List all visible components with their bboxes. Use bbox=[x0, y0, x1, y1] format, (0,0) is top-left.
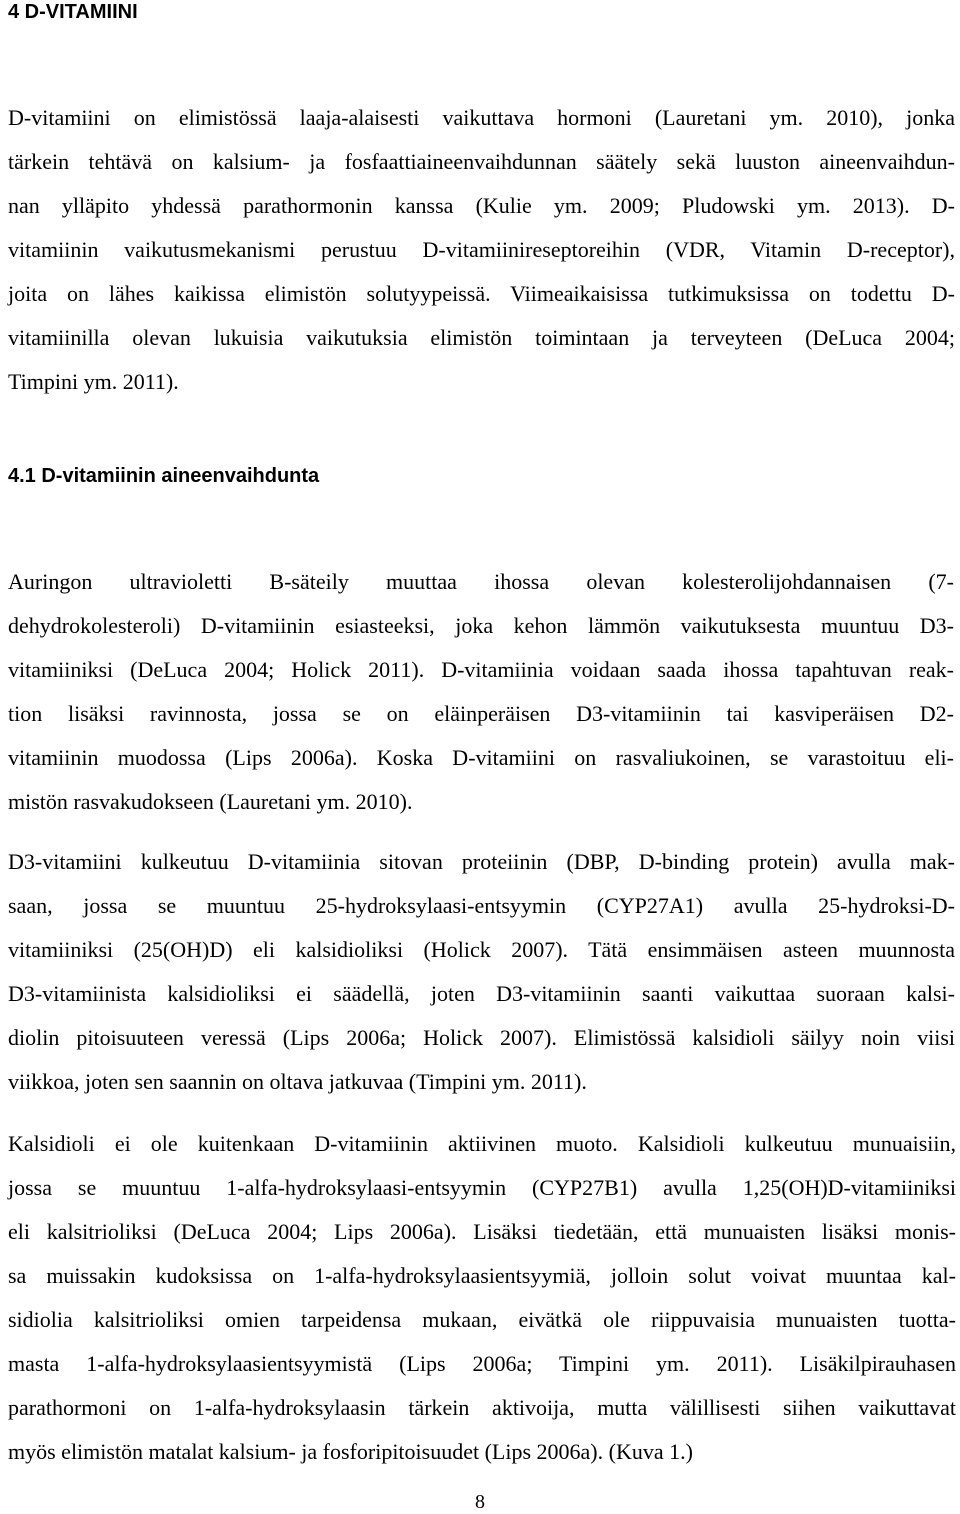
paragraph-line: Timpini ym. 2011). bbox=[8, 369, 179, 394]
paragraph-line: jossa se muuntuu 1-alfa-hydroksylaasi-entsyymin (CYP27B1) avulla 1,25(OH)D-vitamiiniksi bbox=[8, 1175, 956, 1200]
paragraph-line: Kalsidioli ei ole kuitenkaan D-vitamiinin aktiivinen muoto. Kalsidioli kulkeutuu munuaisiin, bbox=[8, 1131, 956, 1156]
paragraph-line: dehydrokolesteroli) D-vitamiinin esiasteeksi, joka kehon lämmön vaikutuksesta muuntuu D3- bbox=[8, 613, 954, 638]
paragraph-line: eli kalsitrioliksi (DeLuca 2004; Lips 2006a). Lisäksi tiedetään, että munuaisten lisäksi monis- bbox=[8, 1219, 956, 1244]
paragraph-line: sidiolia kalsitrioliksi omien tarpeidensa mukaan, eivätkä ole riippuvaisia munuaisten tuotta- bbox=[8, 1307, 956, 1332]
paragraph-line: D3-vitamiini kulkeutuu D-vitamiinia sitovan proteiinin (DBP, D-binding protein) avulla mak- bbox=[8, 849, 955, 874]
paragraph-line: tärkein tehtävä on kalsium- ja fosfaattiaineenvaihdunnan säätely sekä luuston aineenvaihdun- bbox=[8, 149, 955, 174]
paragraph-line: joita on lähes kaikissa elimistön solutyypeissä. Viimeaikaisissa tutkimuksissa on todettu D- bbox=[8, 281, 955, 306]
paragraph-line: parathormoni on 1-alfa-hydroksylaasin tärkein aktivoija, mutta välillisesti siihen vaikuttavat bbox=[8, 1395, 956, 1420]
subsection-heading: 4.1 D-vitamiinin aineenvaihdunta bbox=[8, 465, 320, 487]
paragraph-line: myös elimistön matalat kalsium- ja fosforipitoisuudet (Lips 2006a). (Kuva 1.) bbox=[8, 1439, 693, 1464]
paragraph-line: D-vitamiini on elimistössä laaja-alaisesti vaikuttava hormoni (Lauretani ym. 2010), jonka bbox=[8, 105, 955, 130]
paragraph-line: sa muissakin kudoksissa on 1-alfa-hydroksylaasientsyymiä, jolloin solut voivat muuntaa kal- bbox=[8, 1263, 956, 1288]
page-number: 8 bbox=[475, 1491, 485, 1513]
paragraph-line: tion lisäksi ravinnosta, jossa se on eläinperäisen D3-vitamiinin tai kasviperäisen D2- bbox=[8, 701, 954, 726]
paragraph-liver-conversion bbox=[8, 840, 955, 1104]
intro-paragraph bbox=[8, 96, 955, 404]
paragraph-line: diolin pitoisuuteen veressä (Lips 2006a; Holick 2007). Elimistössä kalsidioli säilyy noin viisi bbox=[8, 1025, 955, 1050]
paragraph-line: vitamiiniksi (25(OH)D) eli kalsidioliksi (Holick 2007). Tätä ensimmäisen asteen muunnosta bbox=[8, 937, 955, 962]
paragraph-line: vitamiinin vaikutusmekanismi perustuu D-vitamiinireseptoreihin (VDR, Vitamin D-receptor), bbox=[8, 237, 955, 262]
paragraph-line: vitamiiniksi (DeLuca 2004; Holick 2011). D-vitamiinia voidaan saada ihossa tapahtuvan reak- bbox=[8, 657, 954, 682]
paragraph-line: viikkoa, joten sen saannin on oltava jatkuvaa (Timpini ym. 2011). bbox=[8, 1069, 587, 1094]
paragraph-kidney-activation bbox=[8, 1122, 956, 1474]
paragraph-line: mistön rasvakudokseen (Lauretani ym. 2010). bbox=[8, 789, 413, 814]
paragraph-line: D3-vitamiinista kalsidioliksi ei säädellä, joten D3-vitamiinin saanti vaikuttaa suoraan kalsi- bbox=[8, 981, 955, 1006]
paragraph-line: nan ylläpito yhdessä parathormonin kanssa (Kulie ym. 2009; Pludowski ym. 2013). D- bbox=[8, 193, 955, 218]
section-heading: 4 D-VITAMIINI bbox=[8, 1, 138, 23]
paragraph-line: saan, jossa se muuntuu 25-hydroksylaasi-entsyymin (CYP27A1) avulla 25-hydroksi-D- bbox=[8, 893, 955, 918]
paragraph-line: vitamiinilla olevan lukuisia vaikutuksia elimistön toimintaan ja terveyteen (DeLuca 2004; bbox=[8, 325, 955, 350]
paragraph-uvb-synthesis bbox=[8, 560, 954, 824]
paragraph-line: Auringon ultravioletti B-säteily muuttaa ihossa olevan kolesterolijohdannaisen (7- bbox=[8, 569, 954, 594]
paragraph-line: vitamiinin muodossa (Lips 2006a). Koska D-vitamiini on rasvaliukoinen, se varastoituu eli- bbox=[8, 745, 954, 770]
paragraph-line: masta 1-alfa-hydroksylaasientsyymistä (Lips 2006a; Timpini ym. 2011). Lisäkilpirauhasen bbox=[8, 1351, 956, 1376]
